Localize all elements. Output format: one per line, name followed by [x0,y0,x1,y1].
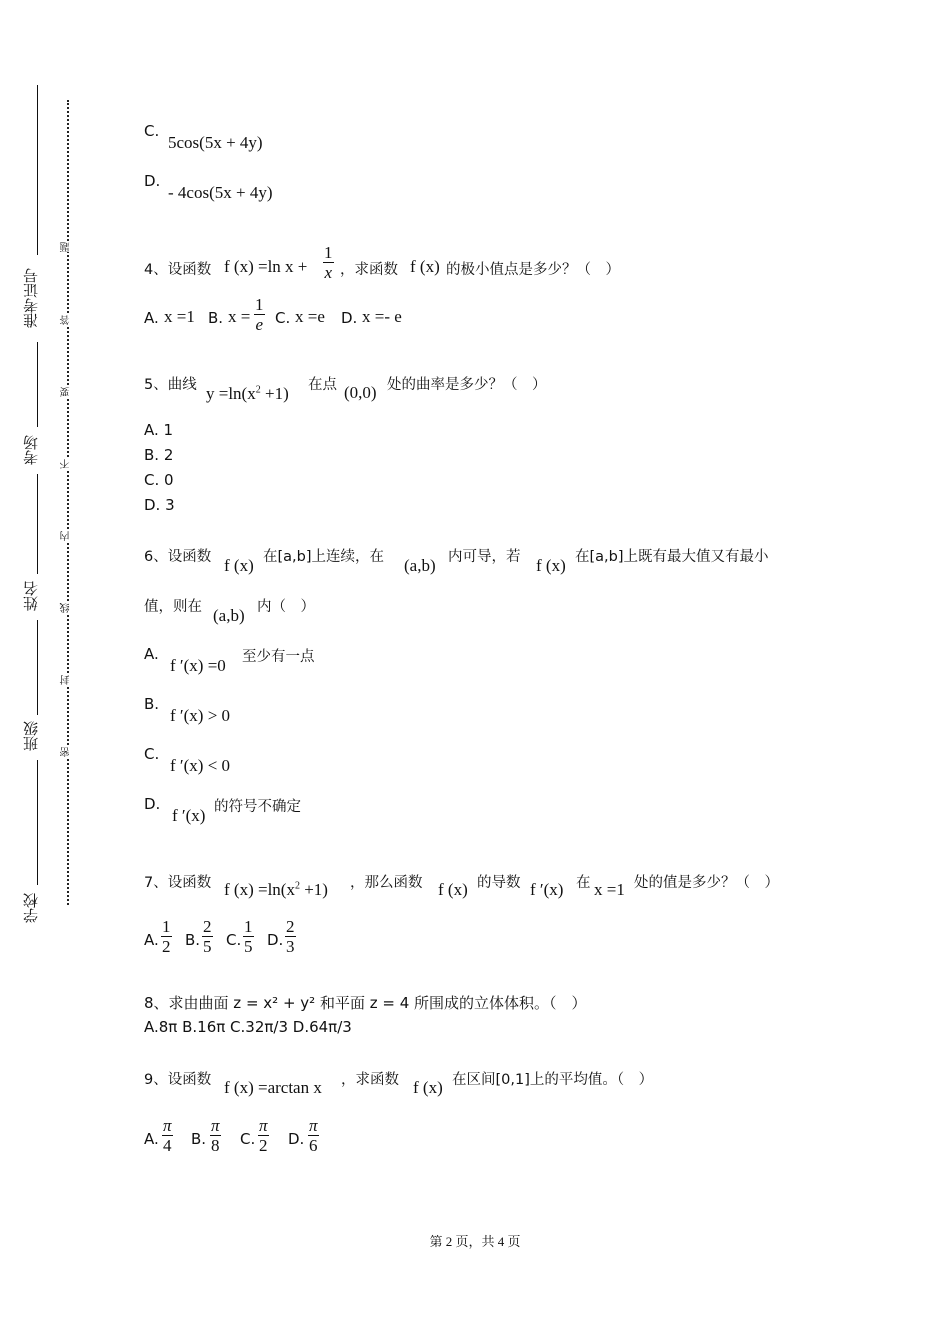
option-label: A. [144,645,159,663]
label-exam-room: 考场 [22,435,40,465]
fraction: $\frac{1}{x}$ [324,243,333,282]
option-label: D. [341,309,358,327]
option-label: C. [144,745,160,763]
fraction: $\frac{2}{3}$ [286,917,295,956]
fraction: $\frac{\pi}{8}$ [211,1116,220,1155]
math-expression: f (x) =ln x + [224,257,308,276]
math-expression: f (x) =arctan x [224,1078,322,1097]
label-name: 姓名 [22,581,40,611]
seal-dotted-line [67,100,69,905]
option-expression: f ′(x) < 0 [170,756,231,775]
fill-line [37,342,38,427]
option-label: B. [185,931,201,949]
question-prefix: 5、曲线 [144,377,197,393]
label-school: 学校 [22,893,40,923]
question-text: ，求函数 [341,1072,399,1088]
option-label: B. [191,1130,207,1148]
option-text: 的符号不确定 [214,799,301,815]
math-expression: f (x) [536,556,566,575]
math-expression: (0,0) [344,383,377,402]
option-label: B. [144,695,160,713]
option-label: B. [208,309,224,327]
option-expression: f ′(x) [172,806,206,825]
question-text: ，那么函数 [350,875,423,891]
options-text: A.8π B.16π C.32π/3 D.64π/3 [144,1018,352,1036]
seal-word: 答 [59,315,75,325]
question-text: 在 [576,875,591,891]
seal-word: 内 [59,531,75,541]
question-text: 8、求由曲面 z = x² + y² 和平面 z = 4 所围成的立体体积。（ ） [144,994,587,1012]
seal-word: 题 [59,242,75,252]
question-text: 值，则在 [144,599,202,615]
option-label: C. [275,309,291,327]
question-prefix: 9、设函数 [144,1072,212,1088]
page-footer: 第 2 页，共 4 页 [429,1234,521,1249]
fill-line [37,620,38,715]
fraction: $\frac{\pi}{4}$ [163,1116,172,1155]
option: A. 1 [144,421,174,439]
option-expression: x =e [295,307,325,326]
question-text: 内（ ） [257,599,315,615]
seal-word: 要 [59,387,75,397]
fraction: $\frac{\pi}{2}$ [259,1116,268,1155]
option-label: D. [144,172,161,190]
option-label: D. [288,1130,305,1148]
math-expression: (a,b) [213,606,245,625]
question-prefix: 7、设函数 [144,875,212,891]
question-text: 在点 [308,377,337,393]
option-expression: x =- e [362,307,402,326]
seal-word: 不 [59,459,75,469]
fill-line [37,85,38,255]
question-text: 的极小值点是多少？（ ） [446,262,620,278]
option-expression: 5cos(5x + 4y) [168,133,263,152]
fraction: $\frac{2}{5}$ [203,917,212,956]
option-label: A. [144,309,159,327]
seal-word: 线 [59,603,75,613]
option-label: D. [267,931,284,949]
seal-word: 密 [59,747,75,757]
fraction: $\frac{\pi}{6}$ [309,1116,318,1155]
question-text: 的导数 [477,875,521,891]
math-expression: x =1 [594,880,625,899]
fraction: $\frac{1}{2}$ [162,917,171,956]
question-text: ，求函数 [340,262,398,278]
math-expression: f ′(x) [530,880,564,899]
option: C. 0 [144,471,174,489]
option-label: D. [144,795,161,813]
question-prefix: 4、设函数 [144,262,212,278]
label-exam-id: 准考证号 [22,268,40,328]
option-text: 至少有一点 [242,649,315,665]
question-text: 处的曲率是多少？（ ） [387,377,547,393]
math-expression: f (x) [224,556,254,575]
fraction: $\frac{1}{e}$ [255,295,264,334]
label-class: 班级 [22,721,40,751]
option: D. 3 [144,496,175,514]
math-expression: f (x) [410,257,440,276]
question-prefix: 6、设函数 [144,549,212,565]
question-text: 处的值是多少？（ ） [634,875,779,891]
math-expression: f (x) [413,1078,443,1097]
fill-line [37,760,38,885]
fraction: $\frac{1}{5}$ [244,917,253,956]
option-expression: - 4cos(5x + 4y) [168,183,273,202]
option-label: C. [144,122,160,140]
option-label: A. [144,1130,159,1148]
option-label: A. [144,931,159,949]
option-label: C. [240,1130,256,1148]
math-expression: f $(x) =\ln(x^2 +1)$ [224,880,328,899]
option-expression: f ′(x) =0 [170,656,226,675]
question-text: 在[a,b]上既有最大值又有最小 [575,549,769,565]
option-expression: x =1 [164,307,195,326]
option-expression: x = [228,307,251,326]
option: B. 2 [144,446,174,464]
math-expression: f (x) [438,880,468,899]
question-text: 内可导，若 [448,549,521,565]
math-expression: (a,b) [404,556,436,575]
question-text: 在区间[0,1]上的平均值。（ ） [452,1072,654,1088]
option-label: C. [226,931,242,949]
question-text: 在[a,b]上连续，在 [263,549,385,565]
seal-word: 封 [59,675,75,685]
option-expression: f ′(x) > 0 [170,706,231,725]
fill-line [37,474,38,574]
math-expression: $y =\ln(x^2 +1)$ [206,384,289,403]
